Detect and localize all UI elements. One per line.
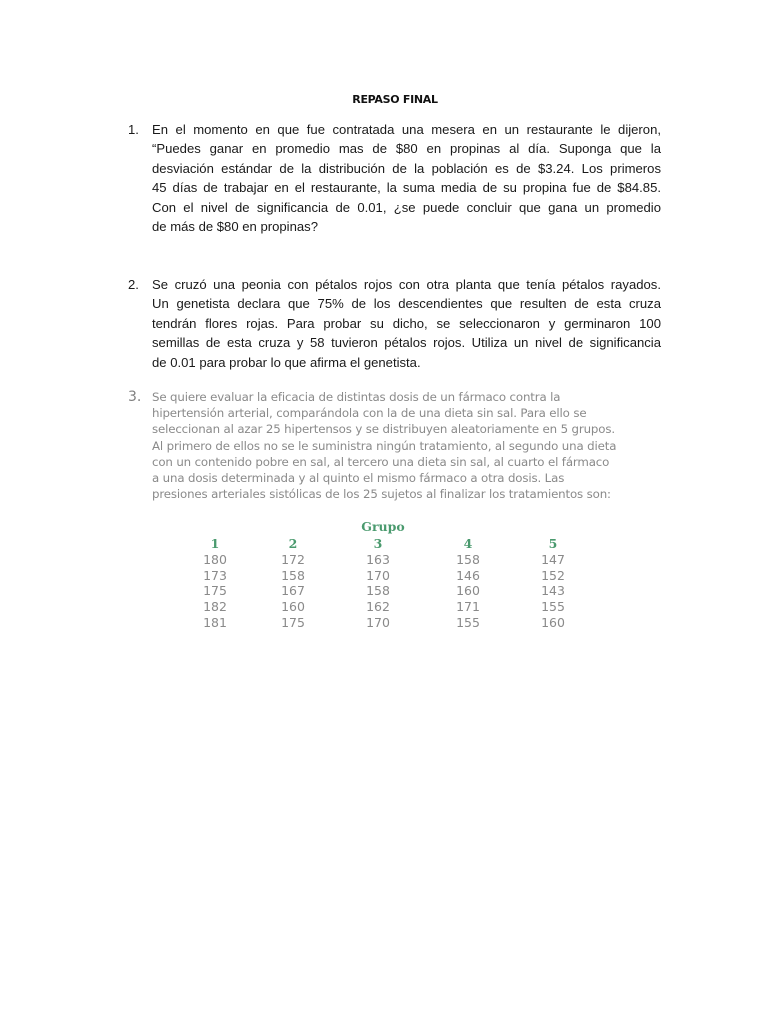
table-cell: 175	[281, 615, 305, 630]
table-cell: 160	[456, 583, 480, 598]
table-cell: 158	[366, 583, 390, 598]
question-line: de 0.01 para probar lo que afirma el genetista.	[152, 354, 421, 370]
question-line: seleccionan al azar 25 hipertensos y se distribuyen aleatoriamente en 5 grupos.	[152, 422, 615, 437]
question-line: de más de $80 en propinas?	[152, 219, 318, 235]
column-header: 2	[288, 536, 298, 551]
question-line: Se cruzó una peonia con pétalos rojos con otra planta que tenía pétalos rayados.	[152, 277, 661, 292]
question-text	[152, 389, 668, 502]
question-number: 1.	[128, 122, 139, 137]
table-cell: 182	[203, 599, 227, 614]
question-line: tendrán flores rojas. Para probar su dicho, se seleccionaron y germinaron 100	[152, 315, 661, 331]
question-line: En el momento en que fue contratada una mesera en un restaurante le dijeron,	[152, 122, 661, 137]
table-cell: 155	[456, 615, 480, 630]
table-cell: 152	[541, 568, 565, 583]
question-2	[128, 275, 661, 372]
question-line: semillas de esta cruza y 58 tuvieron pétalos rojos. Utiliza un nivel de significancia	[152, 335, 661, 351]
table-cell: 155	[541, 599, 565, 614]
question-line: hipertensión arterial, comparándola con la de una dieta sin sal. Para ello se	[152, 406, 587, 421]
table-cell: 167	[281, 583, 305, 598]
table-cell: 162	[366, 599, 390, 614]
table-cell: 163	[366, 552, 390, 567]
question-line: desviación estándar de la distribución de la población es de $3.24. Los primeros	[152, 160, 661, 176]
table-cell: 143	[541, 583, 565, 598]
document-title: REPASO FINAL	[352, 93, 438, 106]
column-header: 5	[548, 536, 558, 551]
table-cell: 160	[541, 615, 565, 630]
table-cell: 147	[541, 552, 565, 567]
question-line: a una dosis determinada y al quinto el mismo fármaco a otra dosis. Las	[152, 471, 565, 486]
table-cell: 146	[456, 568, 480, 583]
table-cell: 172	[281, 552, 305, 567]
question-number: 2.	[128, 277, 139, 292]
question-line: Se quiere evaluar la eficacia de distintas dosis de un fármaco contra la	[152, 390, 561, 404]
question-line: con un contenido pobre en sal, al tercero una dieta sin sal, al cuarto el fármaco	[152, 454, 610, 469]
question-line: 45 días de trabajar en el restaurante, la suma media de su propina fue de $84.85.	[152, 180, 661, 196]
question-line: Con el nivel de significancia de 0.01, ¿se puede concluir que gana un promedio	[152, 199, 661, 215]
question-line: Al primero de ellos no se le suministra ningún tratamiento, al segundo una dieta	[152, 438, 617, 453]
question-1	[128, 120, 661, 236]
table-cell: 173	[203, 568, 227, 583]
question-text	[152, 120, 661, 236]
table-cell: 158	[456, 552, 480, 567]
table-cell: 180	[203, 552, 227, 567]
column-header: 4	[463, 536, 473, 551]
table-cell: 170	[366, 568, 390, 583]
question-line: presiones arteriales sistólicas de los 25 sujetos al finalizar los tratamientos son:	[152, 487, 611, 502]
table-cell: 170	[366, 615, 390, 630]
question-line: Un genetista declara que 75% de los descendientes que resulten de esta cruza	[152, 296, 661, 312]
question-text	[152, 275, 661, 372]
table-cell: 181	[203, 615, 227, 630]
table-cell: 175	[203, 583, 227, 598]
question-3	[128, 389, 668, 502]
table-title: Grupo	[361, 519, 405, 534]
table-cell: 158	[281, 568, 305, 583]
table-cell: 160	[281, 599, 305, 614]
question-line: “Puedes ganar en promedio mas de $80 en propinas al día. Suponga que la	[152, 141, 661, 157]
question-number: 3.	[128, 389, 142, 405]
column-header: 3	[373, 536, 383, 551]
column-header: 1	[210, 536, 220, 551]
table-cell: 171	[456, 599, 480, 614]
